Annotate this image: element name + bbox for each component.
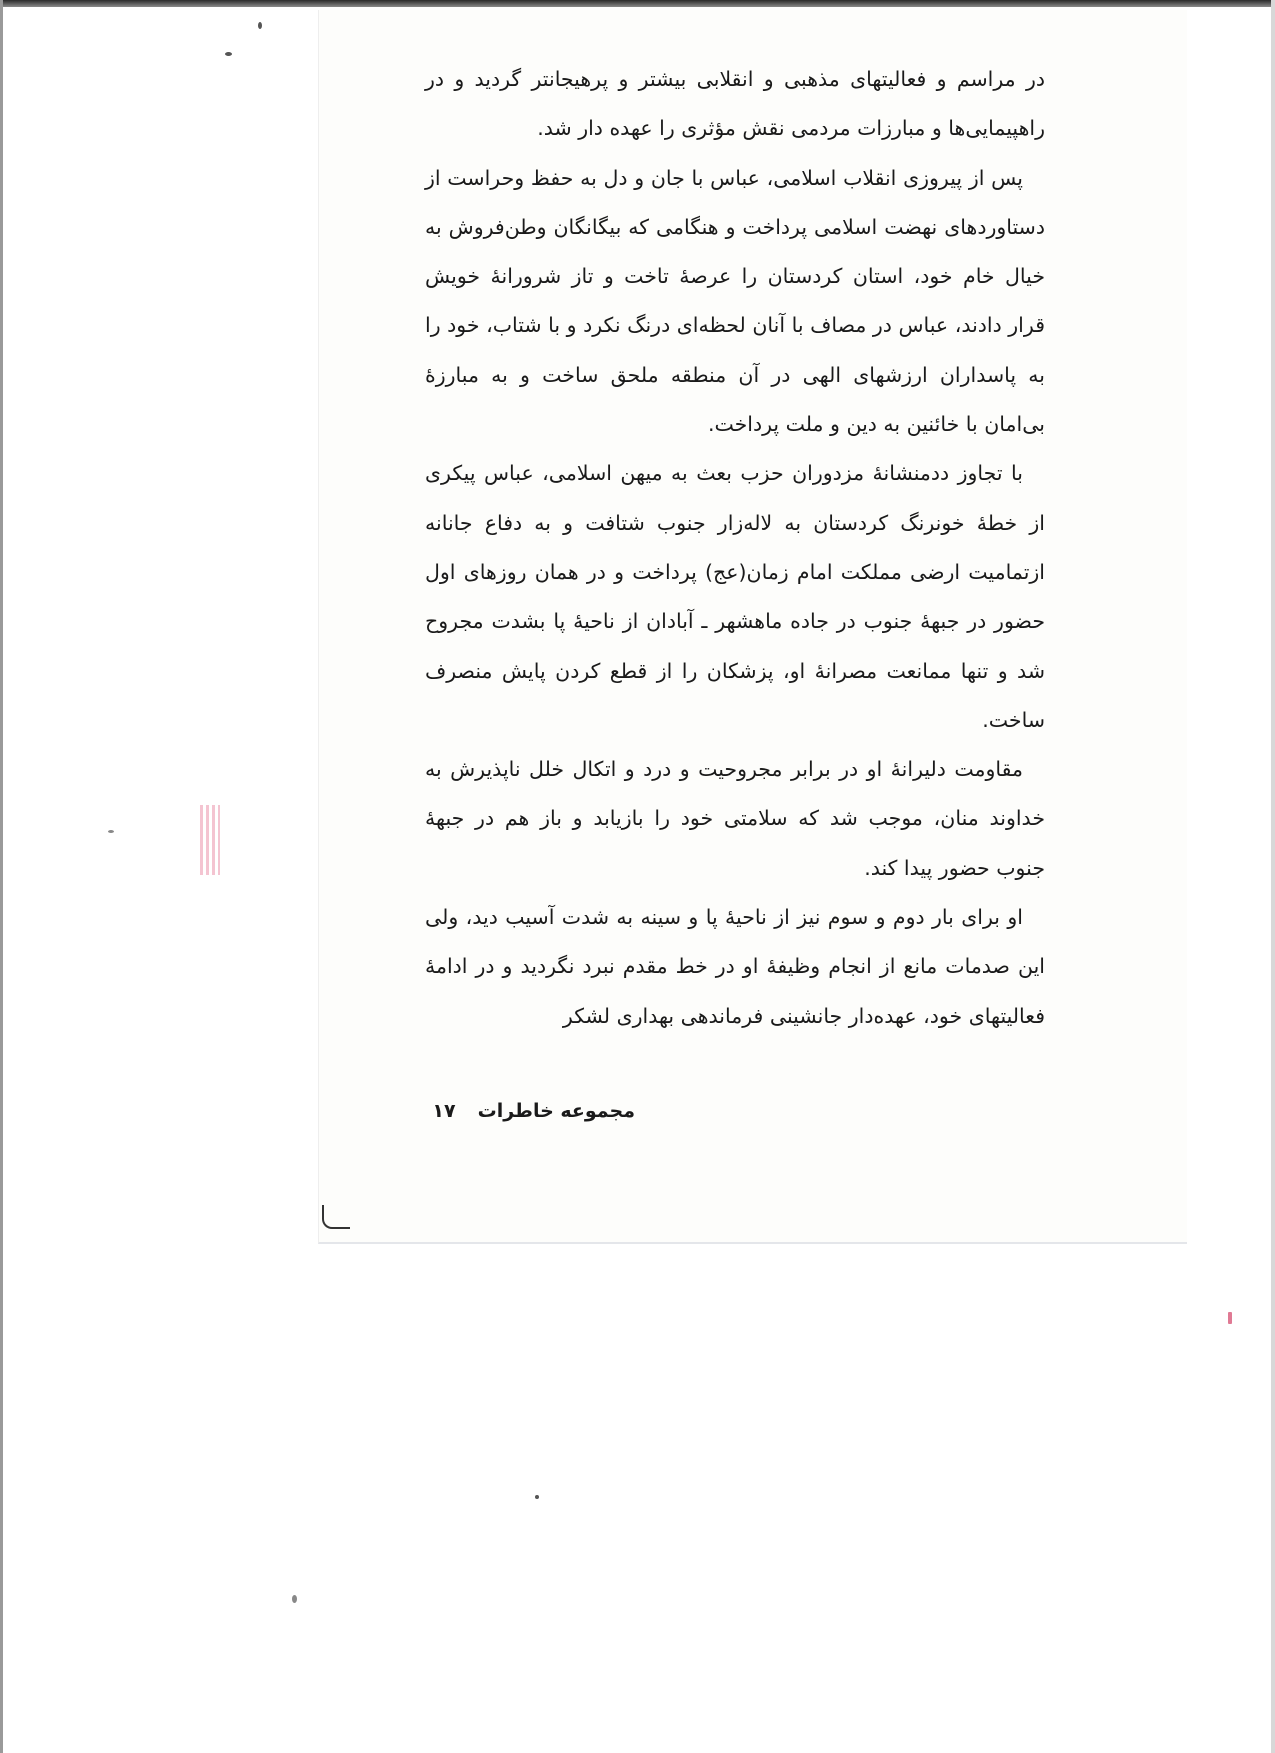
page-number: ۱۷: [432, 1100, 456, 1122]
paragraph: مقاومت دلیرانهٔ او در برابر مجروحیت و درد و اتکال خلل ناپذیرش به خداوند منان، موجب شد که سلامتی خود را بازیابد و باز هم در جبههٔ جنوب حضور پیدا کند.: [425, 757, 1045, 880]
paragraph: پس از پیروزی انقلاب اسلامی، عباس با جان و دل به حفظ وحراست از دستاوردهای نهضت اسلامی پرداخت و هنگامی که بیگانگان وطن‌فروش به خیال خام خود، استان کردستان را عرصهٔ تاخت و تاز شرورانهٔ خویش قرار دادند، عباس در مصاف با آنان لحظه‌ای درنگ نکرد و با شتاب، خود را به پاسداران ارزشهای الهی در آن منطقه ملحق ساخت و به مبارزهٔ بی‌امان با خائنین به دین و ملت پرداخت.: [425, 165, 1045, 437]
scan-pink-stain: [200, 805, 220, 875]
paragraph: در مراسم و فعالیتهای مذهبی و انقلابی بیشتر و پرهیجانتر گردید و در راهپیمایی‌ها و مبارزات مردمی نقش مؤثری را عهده دار شد.: [425, 67, 1045, 141]
scan-speck: [108, 830, 114, 833]
scan-right-edge: [1271, 0, 1275, 1753]
body-text: [425, 55, 1045, 1041]
paragraph: با تجاوز ددمنشانهٔ مزدوران حزب بعث به میهن اسلامی، عباس پیکری از خطهٔ خونرنگ کردستان به لاله‌زار جنوب شتافت و به دفاع جانانه ازتمامیت ارضی مملکت امام زمان(عج) پرداخت و در همان روزهای اول حضور در جبههٔ جنوب در جاده ماهشهر ـ آبادان از ناحیهٔ پا بشدت مجروح شد و تنها ممانعت مصرانهٔ او، پزشکان را از قطع کردن پایش منصرف ساخت.: [425, 461, 1045, 732]
scan-speck: [292, 1595, 297, 1603]
scan-speck: [535, 1495, 539, 1499]
page-footer: [432, 1100, 635, 1122]
book-title: مجموعه خاطرات: [477, 1100, 635, 1122]
scan-top-edge: [0, 0, 1275, 7]
scan-speck: [1228, 1312, 1232, 1324]
page-corner-mark: [322, 1205, 350, 1229]
scan-speck: [225, 52, 232, 56]
scan-left-edge: [0, 0, 3, 1753]
paragraph: او برای بار دوم و سوم نیز از ناحیهٔ پا و سینه به شدت آسیب دید، ولی این صدمات مانع از انجام وظیفهٔ او در خط مقدم نبرد نگردید و در ادامهٔ فعالیتهای خود، عهده‌دار جانشینی فرماندهی بهداری لشکر: [425, 905, 1045, 1028]
scan-speck: [258, 22, 262, 29]
